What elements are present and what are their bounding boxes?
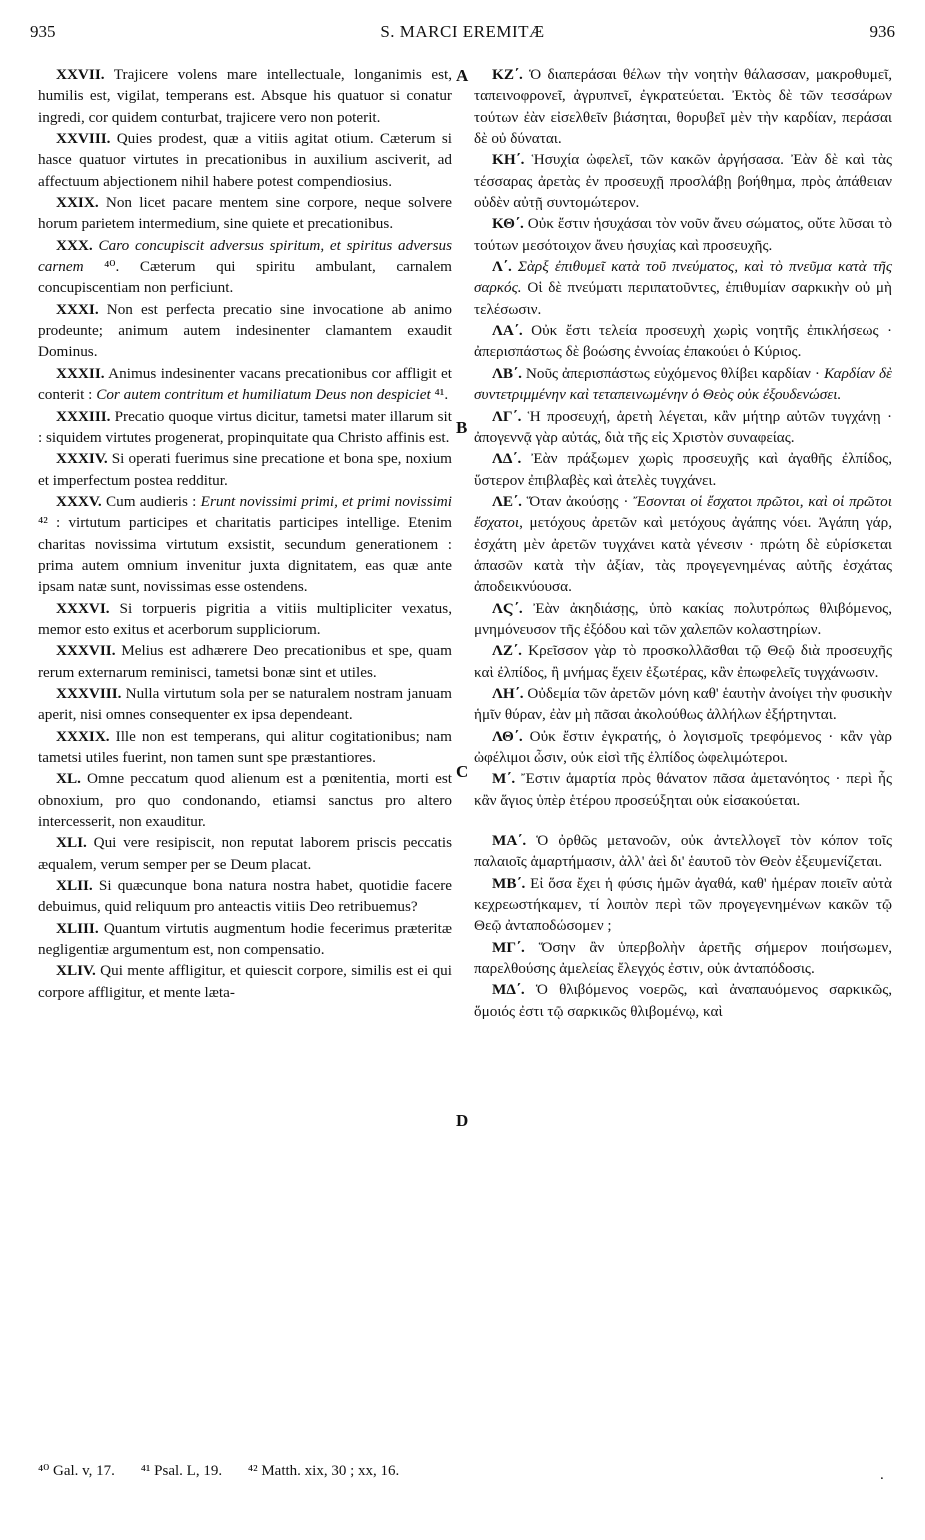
paragraph-number: ΚΖ΄. [492,66,523,83]
paragraph-text: Si torpueris pigritia a vitiis multipliciter vexatus, memor esto exitus et acerborum suppliciorum. [38,599,452,638]
paragraph-text: Omne peccatum quod alienum est a pœnitentia, morti est obnoxium, pro quo condonando, etiamsi sanctus pro altero intercesserit, non exauditur. [38,770,452,831]
paragraph-number: ΛΑ΄. [492,322,523,340]
paragraph-number: ΚΘ΄. [492,215,524,233]
quotation: Caro concupiscit adversus spiritum, et spiritus adversus carnem [38,236,453,276]
paragraph-number: XXXVIII. [56,684,122,702]
paragraph [474,979,892,1022]
paragraph-number: ΛΒ΄. [492,364,522,382]
paragraph-number: XXXI. [56,300,99,318]
paragraph-number: XL. [56,770,81,788]
paragraph-text: Trajicere volens mare intellectuale, longanimis est, humilis est, vigilat, temperans est. Absque his quatuor si conatur ingredi, cor quidem conturbat, trajicere vero non poterit. [38,66,452,126]
paragraph-number: ΛϚ΄. [492,599,523,617]
paragraph-number: ΜΑ΄. [492,832,527,850]
paragraph [474,363,892,406]
paragraph [474,213,892,256]
paragraph-text: Qui vere resipiscit, non reputat laborem priscis peccatis æqualem, verum semper per se Deum placat. [38,834,452,873]
paragraph-number: XLI. [56,834,87,852]
paragraph [474,830,892,873]
paragraph [38,875,452,918]
paragraph-number: XXXIX. [56,727,110,745]
paragraph-number: XLII. [56,877,93,895]
paragraph [38,299,452,363]
paragraph-number: XXXII. [56,364,105,382]
paragraph-text: Precatio quoque virtus dicitur, tametsi mater illarum sit : siquidem virtutes progenerat, propinquitate qua Christo affinis est. [38,407,452,446]
paragraph-text: Non licet pacare mentem sine corpore, neque solvere horum parietem intermedium, sine quiete et precationibus. [38,194,452,233]
margin-marker-a: A [456,66,469,85]
paragraph [474,937,892,980]
paragraph [38,448,452,491]
paragraph-text: Κρεῖσσον γὰρ τὸ προσκολλᾶσθαι τῷ Θεῷ διὰ προσευχῆς καὶ ἐλπίδος, ἢ μνήμας ἔχειν ἐξωτέρας, κἂν ἐπωφελεῖς τυγχάνωσιν. [474,642,892,681]
paragraph-text: Οἱ δὲ πνεύματι περιπατοῦντες, ἐπιθυμίαν σαρκικὴν οὐ μὴ τελέσωσιν. [474,279,892,318]
paragraph [38,128,452,192]
footnotes [38,1461,898,1480]
paragraph-text: Ἡσυχία ὠφελεῖ, τῶν κακῶν ἀργήσασα. Ἐὰν δὲ καὶ τὰς τέσσαρας ἀρετὰς ἐν προσευχῇ προσλάβῃ βοήθημα, πρὸς ἀπάθειαν οὐδὲν αὐτῇ συντομώτερον. [474,151,892,212]
paragraph-number: ΛΔ΄. [492,450,522,468]
paragraph-text: Εἰ ὅσα ἔχει ἡ φύσις ἡμῶν ἀγαθά, καθ' ἡμέραν ποιεῖν αὐτὰ κεχρεωστήκαμεν, τί λοιπὸν περὶ τῶν προγεγενημένων κακῶν τῷ Θεῷ ἀνταποδώσομεν ; [474,874,892,935]
latin-column [38,64,452,1003]
paragraph [474,64,892,149]
paragraph-number: ΛΖ΄. [492,642,522,660]
paragraph-text: Ἔστιν ἁμαρτία πρὸς θάνατον πᾶσα ἀμετανόητος · περὶ ἧς κἂν ἅγιος ὑπὲρ ἑτέρου προσεύξηται οὐκ εἰσακούεται. [474,770,892,809]
paragraph-number: XXXVI. [56,599,110,617]
page-number-right: 936 [869,22,895,41]
paragraph-text: Cum audieris : [101,492,201,510]
paragraph [38,406,452,449]
paragraph-text: Ἐὰν ἀκηδιάσῃς, ὑπὸ κακίας πολυτρόπως θλιβόμενος, μνημόνευσον τῆς ἐξόδου καὶ τῶν χαλεπῶν κολαστηρίων. [474,599,892,638]
paragraph [474,640,892,683]
paragraph [38,683,452,726]
running-title: S. MARCI EREMITÆ [380,22,545,41]
footnote: ⁴² Matth. xix, 30 ; xx, 16. [247,1463,400,1479]
paragraph-text: Ille non est temperans, qui alitur cogitationibus; nam tametsi utiles fuerint, non tamen sunt spe præstantiores. [38,727,452,766]
paragraph [38,64,452,128]
greek-column [474,64,892,1022]
paragraph-text: Οὐδεμία τῶν ἀρετῶν μόνη καθ' ἑαυτὴν ἀνοίγει τὴν φυσικὴν ἡμῖν θύραν, ἐὰν μὴ πᾶσαι ἀκολούθως ἀλλήλων ἐξήρτηνται. [474,684,892,724]
paragraph-text: Ἡ προσευχή, ἀρετὴ λέγεται, κἂν μήτηρ αὐτῶν τυγχάνῃ · ἀπογεννᾷ γὰρ αὐτάς, διὰ τῆς εἰς Χριστὸν συναφείας. [474,407,892,446]
paragraph-number: ΛΗ΄. [492,684,524,702]
paragraph [474,768,892,811]
paragraph [38,960,452,1003]
paragraph-number: XXX. [56,236,93,254]
paragraph-text: Οὐκ ἔστιν ἡσυχάσαι τὸν νοῦν ἄνευ σώματος, οὔτε λῦσαι τὸ τούτων μεσότοιχον ἄνευ ἡσυχίας καὶ προσευχῆς. [474,215,892,254]
paragraph-number: XLIII. [56,919,99,937]
paragraph-number: ΚΗ΄. [492,151,525,169]
paragraph [38,192,452,235]
margin-marker-c: C [456,762,469,781]
paragraph-text: Ὅσην ἂν ὑπερβολὴν ἀρετῆς σήμερον ποιήσωμεν, παρελθούσης ἀμελείας ἔλεγχός ἐστιν, οὐκ ἀνταπόδοσις. [474,938,892,978]
paragraph-text: Quies prodest, quæ a vitiis agitat otium. Cæterum si hasce quatuor virtutes in precationibus in auxilium asciverit, ad affectuum abjectionem nihil habere potest compendiosius. [38,130,452,190]
paragraph-number: ΜΔ΄. [492,981,525,999]
quotation: Cor autem contritum et humiliatum Deus non despiciet [96,386,431,404]
paragraph-text: Si quæcunque bona natura nostra habet, quotidie facere debuimus, quid reliquum pro anteactis vitiis Deo retribuemus? [38,877,452,916]
paragraph-text: Quantum virtutis augmentum hodie fecerimus præteritæ negligentiæ argumentum est, non compensatio. [38,919,452,959]
paragraph-number: XXIX. [56,194,99,212]
paragraph-text: Οὐκ ἔστιν ἐγκρατής, ὁ λογισμοῖς τρεφόμενος · κἂν γὰρ ὠφέλιμοι ὦσιν, οὐκ εἰσὶ τῆς ἐλπίδος ὠφελιμώτεροι. [474,727,892,766]
paragraph [38,640,452,683]
paragraph [38,768,452,832]
paragraph [474,683,892,726]
paragraph-text: Ἐὰν πράξωμεν χωρὶς προσευχῆς καὶ ἀγαθῆς ἐλπίδος, ὕστερον ἐπιβλαβὲς καὶ ἀτελὲς τυγχάνει. [474,450,892,489]
paragraph-number: ΛΕ΄. [492,492,522,510]
paragraph-number: ΜΓ΄. [492,938,525,956]
paragraph-number: Λ΄. [492,258,512,276]
paragraph [38,726,452,769]
paragraph-number: XXXIV. [56,450,108,468]
paragraph-text: Animus indesinenter vacans precationibus cor affligit et conterit : [38,364,452,404]
paragraph-text: Nulla virtutum sola per se naturalem nostram januam aperit, nisi omnes consequenter ex ipsa dependeant. [38,684,452,724]
paragraph-text: ⁴⁰. Cæterum qui spiritu ambulant, carnalem concupiscentiam non perficiunt. [38,258,452,297]
paragraph-number: ΛΓ΄. [492,407,522,425]
quotation: Ἔσονται οἱ ἔσχατοι πρῶτοι, καὶ οἱ πρῶτοι ἔσχατοι [474,492,892,532]
paragraph [474,256,892,320]
paragraph-text: Ὁ διαπεράσαι θέλων τὴν νοητὴν θάλασσαν, μακροθυμεῖ, ταπεινοφρονεῖ, ἀγρυπνεῖ, ἐγκρατεύεται. Ἐκτὸς δὲ τῶν τεσσάρων τούτων ἐὰν εἰσελθεῖν βιάσηται, θορυβεῖ μὲν τὴν καρδίαν, περάσαι δὲ οὐ δύναται. [474,66,892,148]
stray-mark: . [880,1467,884,1483]
paragraph-text: Ὅταν ἀκούσῃς · [521,492,634,510]
paragraph-text: Si operati fuerimus sine precatione et bona spe, noxium et imperfectum postea redditur. [38,450,452,489]
margin-marker-d: D [456,1111,469,1130]
paragraph [38,918,452,961]
footnote: ⁴¹ Psal. L, 19. [140,1463,223,1479]
page-header [30,22,895,48]
paragraph-text: ⁴² : virtutum participes et charitatis participes intellige. Etenim charitas novissima virtutum exsistit, secundum generationem : prima autem omnium invenitur juxta dignitatem, eas quæ ante ipsam natæ sunt, novissimas esse ostendens. [38,514,452,596]
paragraph-number: XXXV. [56,492,102,510]
paragraph [474,491,892,598]
page-number-left: 935 [30,22,56,41]
paragraph [38,832,452,875]
paragraph-number: XXXVII. [56,642,116,660]
footnote: ⁴⁰ Gal. v, 17. [38,1463,115,1479]
paragraph [38,598,452,641]
paragraph-number: XXVII. [56,66,105,83]
paragraph-text: Non est perfecta precatio sine invocatione ab animo prodeunte; animum autem indesinenter clamantem exaudit Dominus. [38,300,452,361]
paragraph [474,726,892,769]
paragraph-text: Νοῦς ἀπερισπάστως εὐχόμενος θλίβει καρδίαν · [521,364,824,382]
quotation: Erunt novissimi primi, et primi novissimi [200,492,452,510]
paragraph [38,235,452,299]
paragraph-number: XXXIII. [56,407,111,425]
paragraph-text: , μετόχους ἀρετῶν καὶ μετόχους ἀγάπης νόει. Ἀγάπη γάρ, ἐσχάτη μὲν ἀρετῶν τυγχάνει κατὰ γένεσιν · πρώτη δὲ εὑρίσκεται ἁπασῶν κατὰ τὴν ἀξίαν, τὰς προγεγενημένας αὐτῆς ἐσχάτας ἀποδεικνύουσα. [474,514,892,596]
paragraph-text: Ὁ θλιβόμενος νοερῶς, καὶ ἀναπαυόμενος σαρκικῶς, ὅμοιός ἐστι τῷ σαρκικῶς θλιβομένῳ, καὶ [474,981,892,1020]
paragraph-text: ⁴¹. [430,386,449,404]
margin-marker-b: B [456,418,468,437]
paragraph [474,320,892,363]
paragraph [474,598,892,641]
paragraph-text: Οὐκ ἔστι τελεία προσευχὴ χωρὶς νοητῆς ἐπικλήσεως · ἀπερισπάστως δὲ βοώσης ἐννοίας ἐπακούει ὁ Κύριος. [474,322,892,361]
paragraph-number: ΜΒ΄. [492,874,526,892]
paragraph [474,873,892,937]
paragraph [474,448,892,491]
paragraph [38,363,452,406]
quotation: Καρδίαν δὲ συντετριμμένην καὶ τεταπεινωμένην ὁ Θεὸς οὐκ ἐξουδενώσει. [474,364,892,404]
paragraph-text: Qui mente affligitur, et quiescit corpore, similis est ei qui corpore affligitur, et mente læta- [38,962,452,1001]
paragraph [38,491,452,598]
paragraph-text: Ὁ ὀρθῶς μετανοῶν, οὐκ ἀντελλογεῖ τὸν κόπον τοῖς παλαιοῖς ἁμαρτήμασιν, ἀλλ' ἀεὶ δι' ἑαυτοῦ τὸν Θεὸν ἐξευμενίζεται. [474,832,892,871]
quotation: Σὰρξ ἐπιθυμεῖ κατὰ τοῦ πνεύματος, καὶ τὸ πνεῦμα κατὰ τῆς σαρκός. [474,258,893,297]
paragraph-number: XXVIII. [56,130,111,148]
paragraph-number: ΛΘ΄. [492,727,523,745]
paragraph-number: Μ΄. [492,770,516,788]
paragraph-number: XLIV. [56,962,96,980]
paragraph [474,149,892,213]
paragraph-text: Melius est adhærere Deo precationibus et spe, quam rerum externarum reminisci, tametsi bonæ sint et utiles. [38,642,452,681]
paragraph [474,406,892,449]
